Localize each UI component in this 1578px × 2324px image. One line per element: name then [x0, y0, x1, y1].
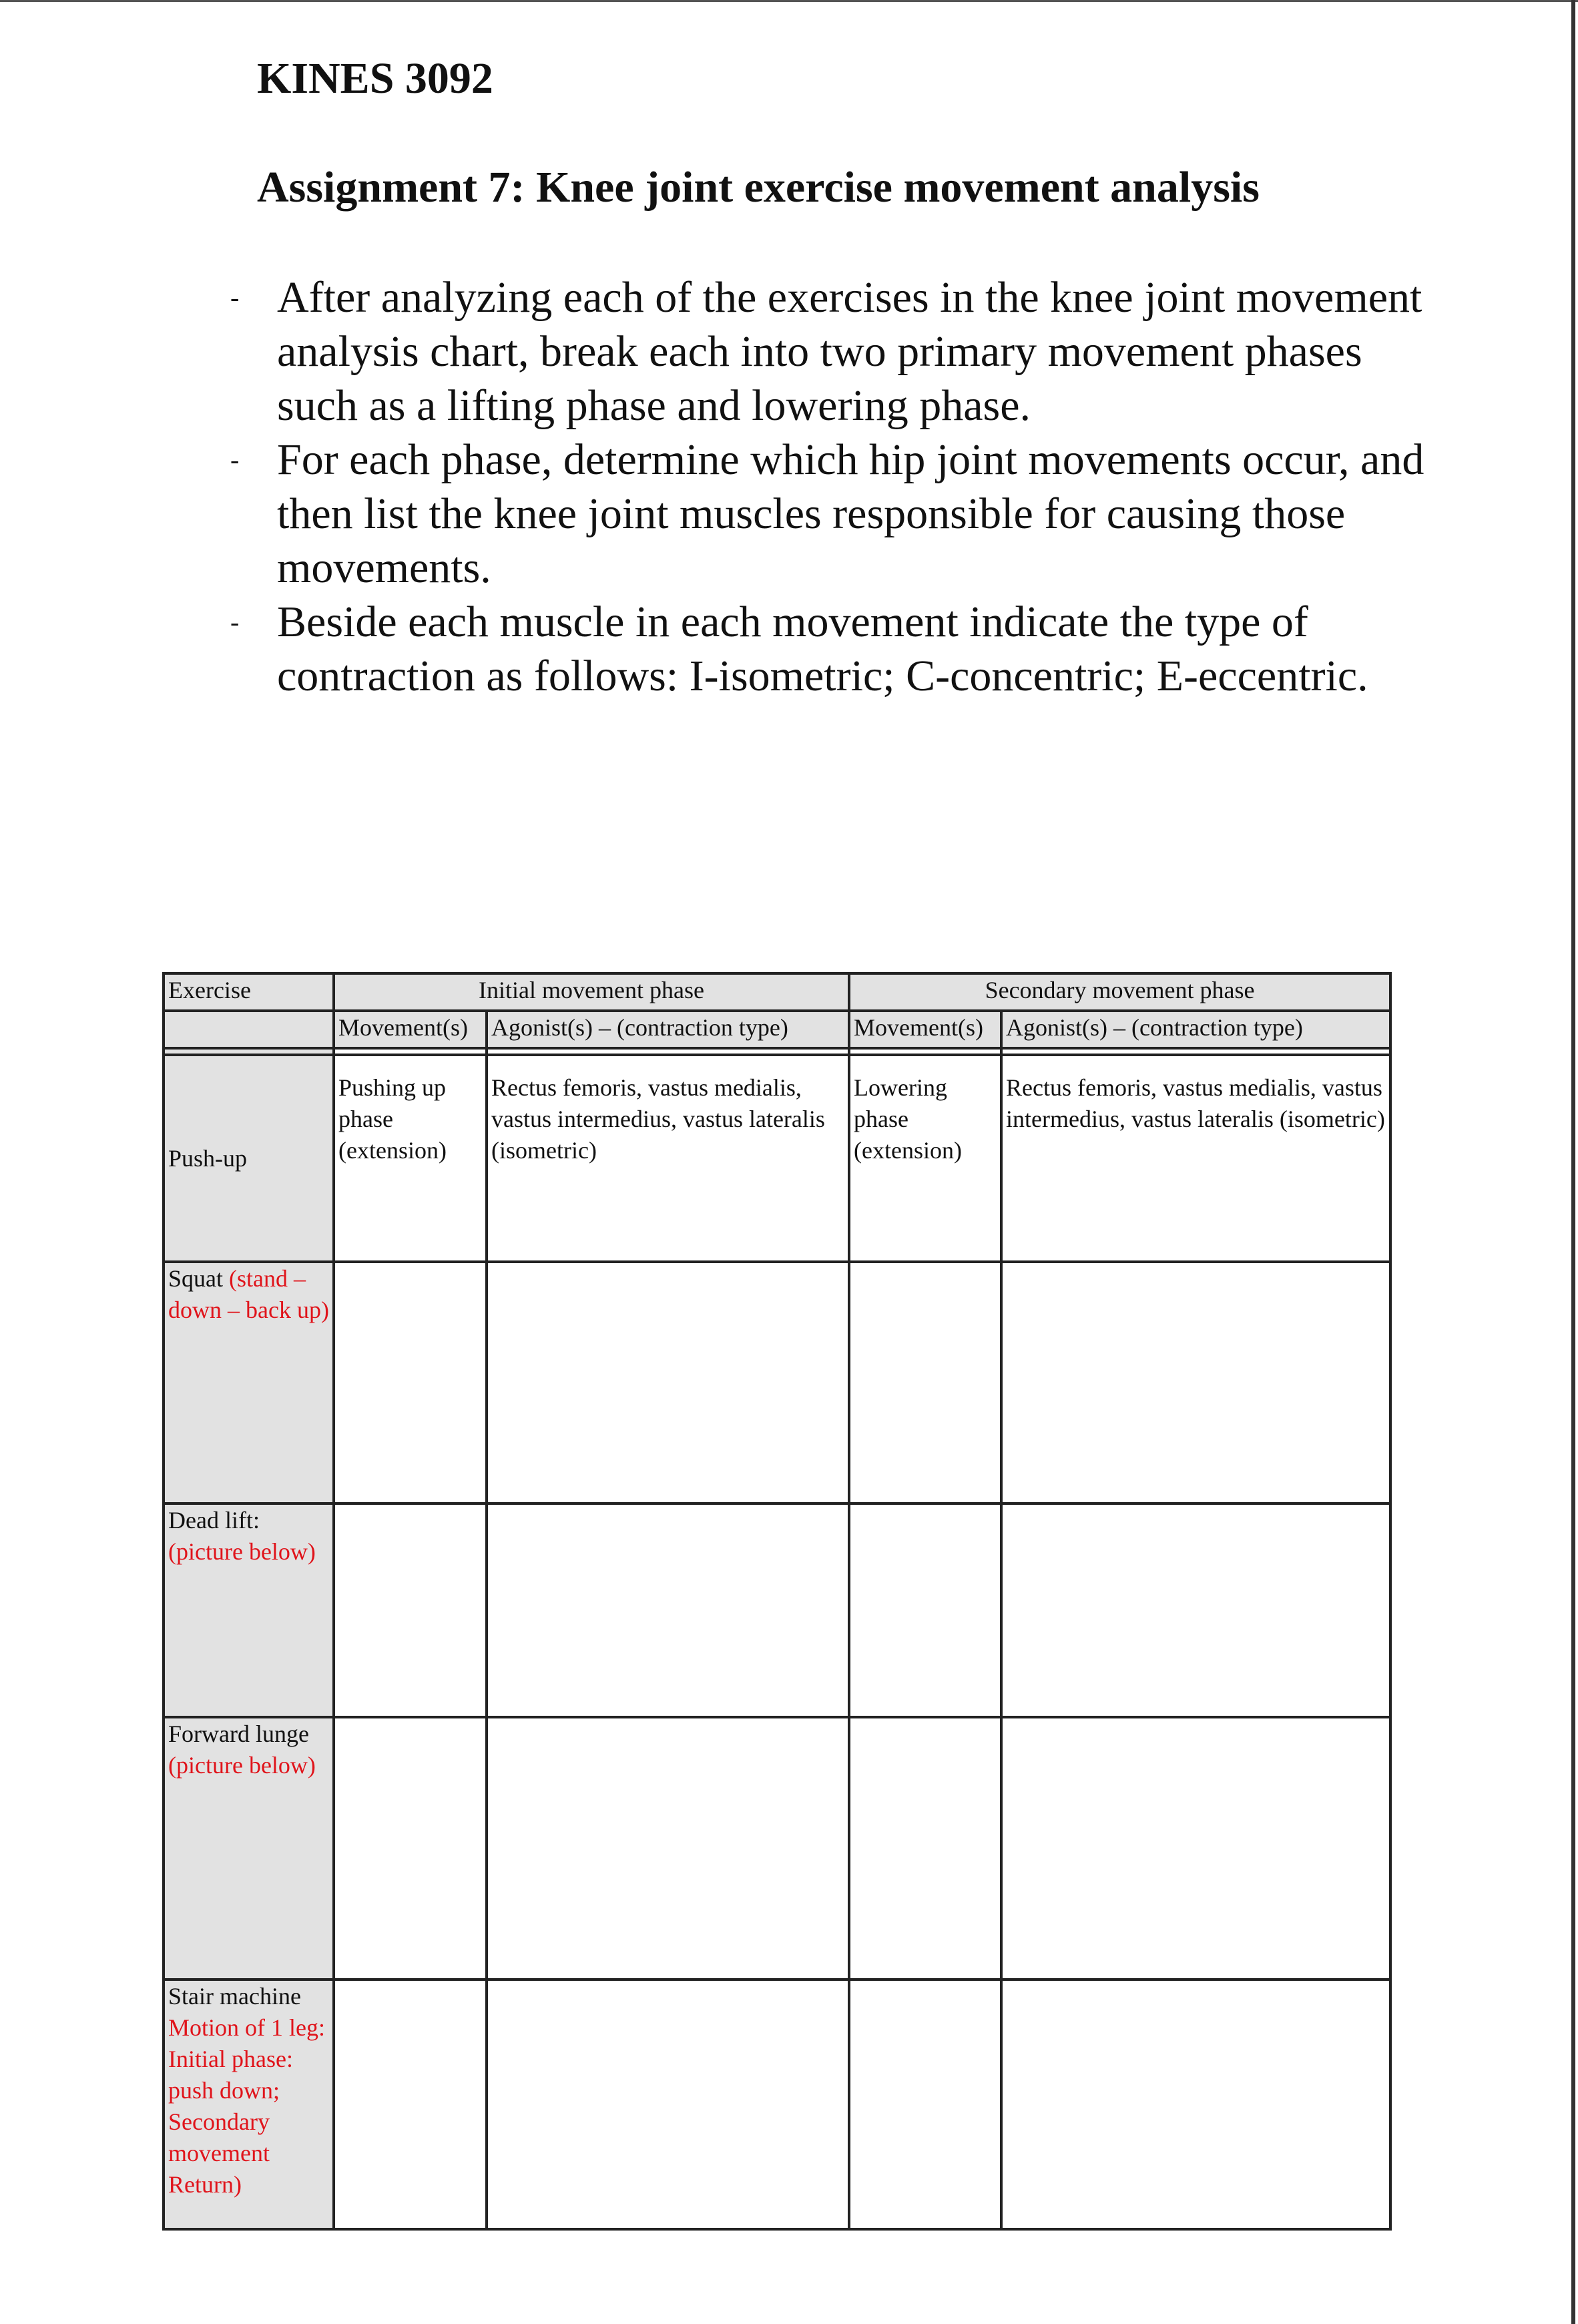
secondary-movement-cell[interactable]: Lowering phase (extension) [849, 1055, 1001, 1262]
initial-phase-header: Initial movement phase [334, 973, 849, 1011]
right-border [1571, 0, 1575, 2324]
instruction-text: After analyzing each of the exercises in the knee joint movement analysis chart, break each into two primary movement phases such as a lifting phase and lowering phase. [277, 273, 1422, 430]
secondary-agonist-cell[interactable] [1001, 1980, 1390, 2229]
exercise-cell [164, 1717, 334, 1980]
table-row [164, 1717, 1390, 1980]
exercise-name: Dead lift: [168, 1507, 260, 1534]
table-row [164, 1980, 1390, 2229]
instruction-item [230, 433, 1452, 595]
exercise-note: (picture below) [168, 1752, 316, 1779]
instruction-item [230, 595, 1452, 703]
exercise-name: Push-up [168, 1144, 248, 1172]
table-row [164, 1055, 1390, 1262]
instructions-list [230, 270, 1452, 703]
initial-agonist-cell[interactable]: Rectus femoris, vastus medialis, vastus intermedius, vastus lateralis (isometric) [487, 1055, 849, 1262]
exercise-header: Exercise [164, 973, 334, 1011]
initial-movement-cell[interactable] [334, 1503, 487, 1717]
secondary-agonist-cell[interactable]: Rectus femoris, vastus medialis, vastus intermedius, vastus lateralis (isometric) [1001, 1055, 1390, 1262]
exercise-cell [164, 1980, 334, 2229]
bullet-dash-icon: - [230, 282, 240, 312]
table-header-row [164, 973, 1390, 1011]
spacer-cell [164, 1048, 334, 1055]
initial-movement-cell[interactable] [334, 1717, 487, 1980]
table-row [164, 1262, 1390, 1503]
instruction-item [230, 270, 1452, 433]
secondary-movement-cell[interactable] [849, 1717, 1001, 1980]
movement-analysis-table [162, 972, 1392, 2231]
secondary-agonist-cell[interactable] [1001, 1503, 1390, 1717]
secondary-movement-cell[interactable] [849, 1980, 1001, 2229]
exercise-cell [164, 1503, 334, 1717]
course-code: KINES 3092 [257, 54, 493, 103]
spacer-cell [334, 1048, 487, 1055]
exercise-name: Squat [168, 1265, 224, 1292]
assignment-title: Assignment 7: Knee joint exercise movement analysis [257, 163, 1260, 212]
exercise-note: Motion of 1 leg: Initial phase: push down; Secondary movement Return) [168, 2014, 325, 2198]
secondary-agonist-cell[interactable] [1001, 1262, 1390, 1503]
spacer-cell [487, 1048, 849, 1055]
exercise-note: (picture below) [168, 1538, 316, 1565]
initial-agonist-cell[interactable] [487, 1980, 849, 2229]
table-subheader-row [164, 1011, 1390, 1048]
exercise-subheader [164, 1011, 334, 1048]
instruction-text: Beside each muscle in each movement indicate the type of contraction as follows: I-isometric; C-concentric; E-eccentric. [277, 598, 1368, 700]
secondary-agonist-header: Agonist(s) – (contraction type) [1001, 1011, 1390, 1048]
secondary-movement-header: Movement(s) [849, 1011, 1001, 1048]
initial-movement-cell[interactable] [334, 1262, 487, 1503]
exercise-name: Stair machine [168, 1983, 301, 2010]
exercise-cell [164, 1262, 334, 1503]
initial-agonist-header: Agonist(s) – (contraction type) [487, 1011, 849, 1048]
spacer-cell [849, 1048, 1001, 1055]
exercise-cell [164, 1055, 334, 1262]
initial-movement-cell[interactable] [334, 1980, 487, 2229]
initial-agonist-cell[interactable] [487, 1717, 849, 1980]
top-border [0, 0, 1578, 2]
secondary-phase-header: Secondary movement phase [849, 973, 1390, 1011]
spacer-cell [1001, 1048, 1390, 1055]
table-row [164, 1503, 1390, 1717]
initial-movement-header: Movement(s) [334, 1011, 487, 1048]
initial-agonist-cell[interactable] [487, 1262, 849, 1503]
secondary-movement-cell[interactable] [849, 1262, 1001, 1503]
initial-agonist-cell[interactable] [487, 1503, 849, 1717]
exercise-note: (stand – down – back up) [168, 1265, 329, 1323]
bullet-dash-icon: - [230, 445, 240, 475]
exercise-name: Forward lunge [168, 1720, 309, 1747]
instruction-text: For each phase, determine which hip joint movements occur, and then list the knee joint muscles responsible for causing those movements. [277, 435, 1424, 592]
table-spacer-row [164, 1048, 1390, 1055]
secondary-movement-cell[interactable] [849, 1503, 1001, 1717]
bullet-dash-icon: - [230, 607, 240, 637]
secondary-agonist-cell[interactable] [1001, 1717, 1390, 1980]
initial-movement-cell[interactable]: Pushing up phase (extension) [334, 1055, 487, 1262]
